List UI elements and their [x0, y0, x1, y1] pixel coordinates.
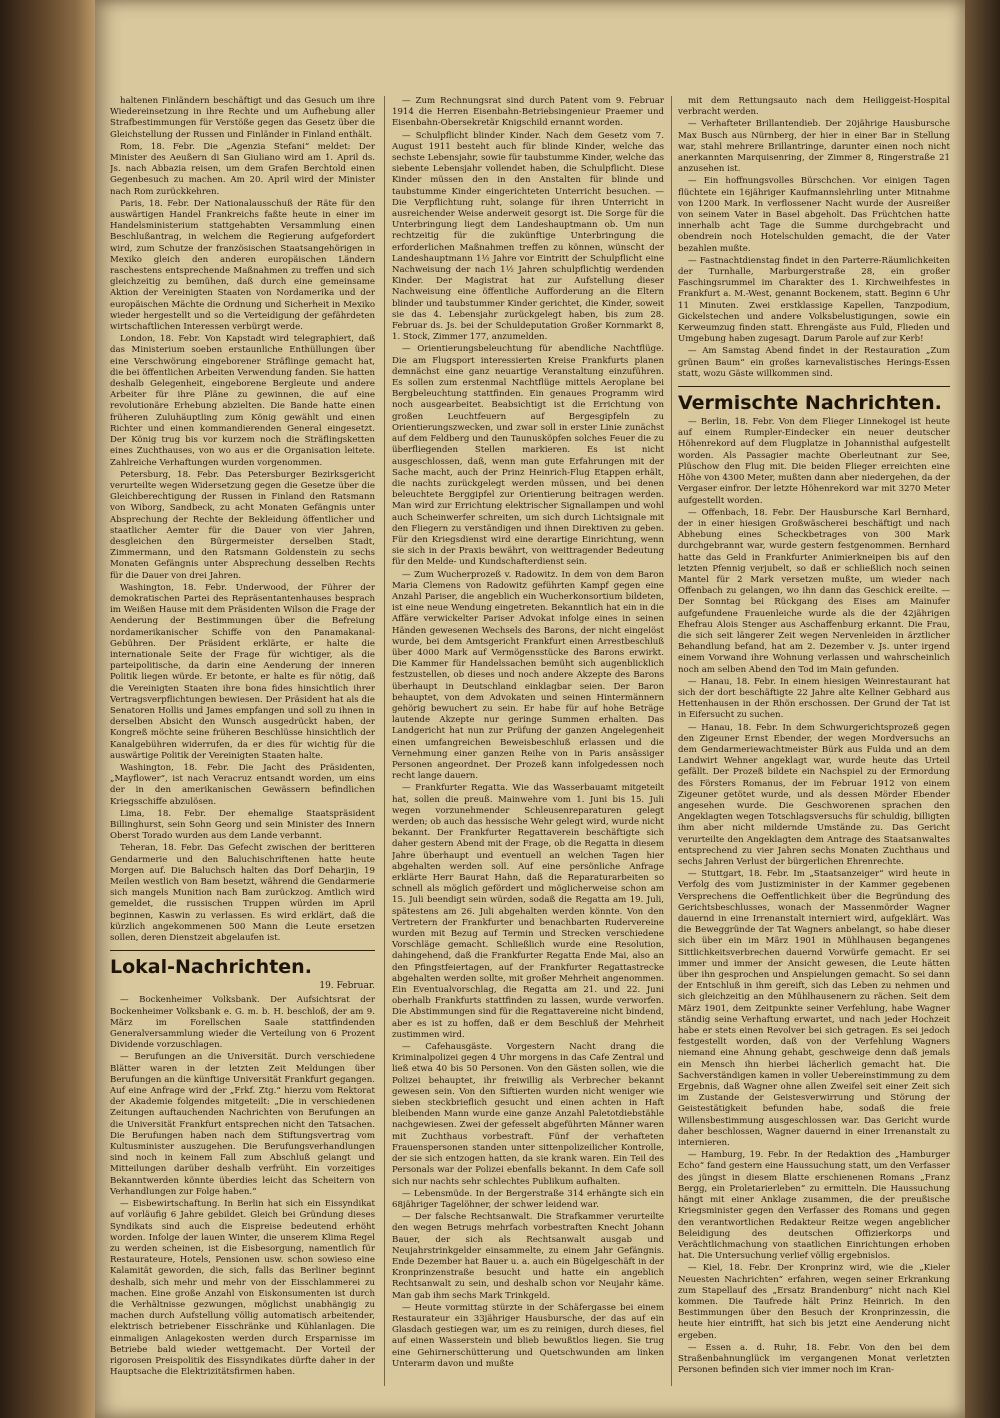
article: — Cafehausgäste. Vorgestern Nacht drang die Kriminalpolizei gegen 4 Uhr morgens in das Cafe Zentral und ließ etwa 40 bis 50 Personen. Von den Gästen sollen, wie die Polizei behauptet, ihr freiwillig als Verbrecher bekannt gewesen sein. Von den Siftierten wurden nicht weniger wie sieben steckbrieflich gesucht und einen achten in Haft bleibenden Mann wurde eine ganze Anzahl Paletotdiebstähle nachgewiesen. Zwei der gefesselt abgeführten Männer waren mit Zuchthaus vorbestraft. Fünf der verhafteten Frauenspersonen standen unter sittenpolizeilicher Kontrolle, der sie sich entzogen hatten, da sie krank waren. Ein Teil des Personals war der Polizei ebenfalls bekannt. In dem Cafe soll sich nur nachts sehr schlechtes Publikum aufhalten. [392, 1042, 664, 1187]
article: Washington, 18. Febr. Die Jacht des Präsidenten, „Mayflower“, ist nach Veracruz entsandt worden, um eins der in den amerikanischen Gewässern befindlichen Kriegsschiffe abzulösen. [110, 762, 375, 807]
section-heading-vermischte: Vermischte Nachrichten. [678, 386, 950, 415]
article: — Heute vormittag stürzte in der Schäfergasse bei einem Restaurateur ein 33jähriger Hausbursche, der das auf ein Glasdach gestiegen war, um es zu reinigen, durch dieses, fiel auf einen Wasserstein und blieb bewußtlos liegen. Sie trug eine Gehirnerschütterung und Quetschwunden am linken Unterarm davon und mußte [392, 1302, 664, 1369]
column-3 [678, 96, 950, 1401]
column-2 [392, 96, 664, 1396]
article: — Schulpflicht blinder Kinder. Nach dem Gesetz vom 7. August 1911 besteht auch für blinde Kinder, welche das sechste Lebensjahr, sowie für taubstumme Kinder, welche das siebente Lebensjahr vollendet haben, die Schulpflicht. Diese Kinder müssen den in den Anstalten für blinde und taubstumme Kinder eingerichteten Unterricht besuchen. — Die Verpflichtung ruht, solange für ihren Unterricht in ausreichender Weise anderweit gesorgt ist. Die Sorge für die Unterbringung liegt dem Landeshauptmann ob. Um nun rechtzeitig für die zukünftige Unterbringung die erforderlichen Maßnahmen treffen zu können, wünscht der Landeshauptmann 1½ Jahre vor Eintritt der Schulpflicht eine Nachweisung der nach 1½ Jahren schulpflichtig werdenden Kinder. Der Magistrat hat zur Aufstellung dieser Nachweisung eine öffentliche Aufforderung an die Eltern blinder und taubstummer Kinder gerichtet, die Kinder, soweit sie das 4. Lebensjahr zurückgelegt haben, bis zum 28. Februar ds. Js. bei der Schuldeputation Großer Kornmarkt 8, 1. Stock, Zimmer 177, anzumelden. [392, 130, 664, 343]
article: haltenen Finländern beschäftigt und das Gesuch um ihre Wiedereinsetzung in ihre Rechte und um Aufhebung aller Strafbestimmungen für Verstöße gegen das Gesetz über die Gleichstellung der Russen und Finländer in Finland enthält. [110, 96, 375, 140]
article: — Ein hoffnungsvolles Bürschchen. Vor einigen Tagen flüchtete ein 16jähriger Kaufmannslehrling unter Mitnahme von 1200 Mark. In verflossener Nacht wurde der Ausreißer von seinem Vater in Basel abgeholt. Das Früchtchen hatte innerhalb acht Tage die Summe durchgebracht und obendrein noch Hotelschulden gemacht, die der Vater bezahlen mußte. [678, 176, 950, 254]
article: — Hamburg, 19. Febr. In der Redaktion des „Hamburger Echo“ fand gestern eine Haussuchung statt, um den Verfasser des jüngst in diesem Blatte erschienenen Romans „Franz Bergg, ein Proletarierleben“ zu ermitteln. Die Haussuchung hängt mit einer Anklage zusammen, die der preußische Kriegsminister gegen den Verfasser des Romans und gegen den verantwortlichen Redakteur Reitze wegen angeblicher Beleidigung des deutschen Offizierkorps und Verächtlichmachung von staatlichen Einrichtungen erhoben hat. Die Untersuchung verlief völlig ergebnislos. [678, 1150, 950, 1262]
section-heading-lokal: Lokal-Nachrichten. [110, 950, 375, 979]
column-rule [671, 96, 672, 1386]
article: — Frankfurter Regatta. Wie das Wasserbauamt mitgeteilt hat, sollen die preuß. Mainwehre vom 1. Juni bis 15. Juli wegen vorzunehmender Schleusenreparaturen gelegt werden; ob auch das hessische Wehr gelegt wird, wurde nicht bekannt. Der Frankfurter Regattaverein beschäftigte sich daher gestern Abend mit der Frage, ob die Regatta in diesem Jahre überhaupt und eventuell an welchen Tagen hier abgehalten werden soll. Auf eine persönliche Anfrage erklärte Herr Baurat Hahn, daß die Reparaturarbeiten so schnell als möglich gefördert und möglicherweise schon am 15. Juli beendigt sein würden, sodaß die Regatta am 19. Juli, spätestens am 26. Juli abgehalten werden könnte. Von den Vertretern der Frankfurter und benachbarten Rudervereine wurden mit Bezug auf Termin und Strecken verschiedene Vorschläge gemacht. Schließlich wurde eine Resolution, dahingehend, daß die Frankfurter Regatta Ende Mai, also an den Pfingstfeiertagen, auf der Frankfurter Regattastrecke abgehalten werden sollte, mit großer Mehrheit angenommen. Ein Eventualvorschlag, die Regatta am 21. und 22. Juni oberhalb Frankfurts stattfinden zu lassen, wurde verworfen. Die Abstimmungen sind für die Regattavereine nicht bindend, aber es ist zu hoffen, daß er dem Beschluß der Mehrheit zustimmen wird. [392, 783, 664, 1040]
article: — Stuttgart, 18. Febr. Im „Staatsanzeiger“ wird heute in Verfolg des vom Justizminister in der Kammer gegebenen Versprechens die Oeffentlichkeit über die Begründung des Gerichtsbeschlusses, wonach der Massenmörder Wagner dauernd in eine Irrenanstalt interniert wird, aufgeklärt. Was die Beweggründe der Tat Wagners anbelangt, so habe dieser sich über ein im März 1901 in Mühlhausen begangenes Sittlichkeitsverbrechen dauernd Vorwürfe gemacht. Er sei immer und immer der Ansicht gewesen, die Leute hätten über ihn gesprochen und Anspielungen gemacht. So sei dann der Entschluß in ihm gereift, sich das Leben zu nehmen und sich gleichzeitig an den Mühlhausenern zu rächen. Seit dem März 1901, dem Zeitpunkte seiner Verfehlung, habe Wagner ständig seine Verhaftung erwartet, und nach jeder Hochzeit habe er stets einen Revolver bei sich getragen. Es sei jedoch festgestellt worden, daß von der Verfehlung Wagners niemand eine Ahnung gehabt, geschweige denn daß jemals ein Mensch ihn hierbei lächerlich gemacht hat. Die Sachverständigen kamen in voller Uebereinstimmung zu dem Ergebnis, daß Wagner ohne allen Zweifel seit einer Zeit sich im Zustande der Geistesverwirrung und Störung der Geistestätigkeit befunden habe, sodaß die freie Willensbestimmung ausgeschlossen war. Das Gericht wurde daher beschlossen, Wagner dauernd in einer Irrenanstalt zu internieren. [678, 869, 950, 1149]
article: — Zum Wucherprozeß v. Radowitz. In dem von dem Baron Maria Clemens von Radowitz geführten Kampf gegen eine Anzahl Pariser, die angeblich ein Wucherkonsortium bildeten, ist eine neue Wendung eingetreten. Bekanntlich hat ein in die Affäre verwickelter Pariser Advokat infolge eines in seinen Händen gewesenen Wechsels des Barons, der nicht eingelöst wurde, bei dem Amtsgericht Frankfurt einen Arrestbeschluß über 4000 Mark auf Vermögensstücke des Barons erwirkt. Die Kammer für Handelssachen bemüht sich augenblicklich festzustellen, ob dieses und noch andere Akzepte des Barons überhaupt in Deutschland einklagbar seien. Der Baron behauptet, von dem Advokaten und seinen Hintermännern gehörig bewuchert zu sein. Er habe für auf hohe Beträge lautende Akzepte nur geringe Summen erhalten. Das Landgericht hat nun zur Prüfung der ganzen Angelegenheit einen umfangreichen Beweisbeschluß erlassen und die Vernehmung einer ganzen Reihe von in Paris ansässiger Personen angeordnet. Der Prozeß kann infolgedessen noch recht lange dauern. [392, 569, 664, 782]
article: Petersburg, 18. Febr. Das Petersburger Bezirksgericht verurteilte wegen Widersetzung gegen die Gesetze über die Gleichberechtigung der Russen in Finland den Ratsmann von Wiborg, Sandbeck, zu acht Monaten Gefängnis unter Absprechung der Rechte der Bekleidung öffentlicher und staatlicher Aemter für die Dauer von vier Jahren, desgleichen den Bürgermeister derselben Stadt, Zimmermann, und den Ratsmann Goldenstein zu sechs Monaten Gefängnis unter Absprechung desselben Rechts für die Dauer von drei Jahren. [110, 469, 375, 581]
article: — Berufungen an die Universität. Durch verschiedene Blätter waren in der letzten Zeit Meldungen über Berufungen an die künftige Universität Frankfurt gegangen. Auf eine Anfrage wird der „Frkf. Ztg.“ hierzu vom Rektorat der Akademie folgendes mitgeteilt: „Die in verschiedenen Zeitungen auftauchenden Nachrichten von Berufungen an die Universität Frankfurt entsprechen nicht den Tatsachen. Die Berufungen haben nach dem Stiftungsvertrag vom Kultusminister auszugehen. Die Berufungsverhandlungen sind noch in keinem Fall zum Abschluß gelangt und Mitteilungen darüber deshalb verfrüht. Ein vorzeitiges Bekanntwerden könnte überdies leicht das Scheitern von Verhandlungen zur Folge haben.“ [110, 1052, 375, 1197]
article: — Der falsche Rechtsanwalt. Die Strafkammer verurteilte den wegen Betrugs mehrfach vorbestraften Knecht Johann Bauer, der sich als Rechtsanwalt ausgab und Neujahrstrinkgelder einsammelte, zu einem Jahr Gefängnis. Ende Dezember hat Bauer u. a. auch ein Bügelgeschäft in der Kronprinzenstraße besucht und hatte ein angeblich Rechtsanwalt zu sein, und deshalb schon vor Neujahr käme. Man gab ihm sechs Mark Trinkgeld. [392, 1212, 664, 1301]
article: Rom, 18. Febr. Die „Agenzia Stefani“ meldet: Der Minister des Aeußern di San Giuliano wird am 1. April ds. Js. nach Abbazia reisen, um dem Grafen Berchtold einen Gegenbesuch zu machen. Am 20. April wird der Minister nach Rom zurückkehren. [110, 141, 375, 197]
column-1 [110, 96, 375, 1376]
article: — Orientierungsbeleuchtung für abendliche Nachtflüge. Die am Flugsport interessierten Kreise Frankfurts planen demnächst eine ganz neuartige Veranstaltung einzuführen. Es sollen zum erstenmal Nachtflüge mittels Aeroplane bei Bergbeleuchtung stattfinden. Ein genaues Programm wird noch ausgearbeitet. Beabsichtigt ist die Errichtung von großen Leuchtfeuern auf Bergesgipfeln zu Orientierungszwecken, und zwar soll in erster Linie zunächst auf dem Feldberg und den Taunusköpfen solches Feuer die zu überfliegenden Stellen markieren. Es ist nicht ausgeschlossen, daß, wenn man gute Erfahrungen mit der Sache macht, auch der Prinz Heinrich-Flug Etappen erhält, die nachts zurückgelegt werden müssen, und bei denen beleuchtete Berggipfel zur Orientierung beitragen werden. Man wird zur Errichtung elektrischer Signallampen und wohl auch Scheinwerfer schreiten, um sich durch Lichtsignale mit den Fliegern zu verständigen und ihnen Direktiven zu geben. Für den Kriegsdienst wird eine derartige Einrichtung, wenn sie sich in der Praxis bewährt, von weittragender Bedeutung für den Melde- und Kundschafterdienst sein. [392, 344, 664, 568]
article: — Hanau, 18. Febr. In dem Schwurgerichtsprozeß gegen den Zigeuner Ernst Ebender, der wegen Mordversuchs an dem Gendarmeriewachtmeister Bürk aus Fulda und an dem Landwirt Wehner angeklagt war, wurde heute das Urteil gefällt. Der Prozeß bildete ein Nachspiel zu der Ermordung des Försters Romanus, der im Februar 1912 von einem Zigeuner getötet wurde, und als dessen Mörder Ebender angesehen wurde. Die Geschworenen sprachen den Angeklagten wegen Totschlagsversuchs für schuldig, billigten ihm aber nicht mildernde Umstände zu. Das Gericht verurteilte den Angeklagten dem Antrage des Staatsanwaltes entsprechend zu vier Jahren sechs Monaten Zuchthaus und sechs Jahren Verlust der bürgerlichen Ehrenrechte. [678, 722, 950, 867]
article: — Lebensmüde. In der Bergerstraße 314 erhängte sich ein 68jähriger Tagelöhner, der schwer leidend war. [392, 1188, 664, 1210]
article: — Verhafteter Brillantendieb. Der 20jährige Hausbursche Max Busch aus Nürnberg, der hier in einer Bar in Stellung war, stahl mehrere Brillantringe, darunter einen noch nicht anerkannten Marquisenring, der Zimmer 8, Ringerstraße 21 anzusehen ist. [678, 119, 950, 175]
article: Washington, 18. Febr. Underwood, der Führer der demokratischen Partei des Repräsentantenhauses besprach im Weißen Hause mit dem Präsidenten Wilson die Frage der Aenderung der Bestimmungen über die Befreiung nordamerikanischer Schiffe von den Panamakanal-Gebühren. Der Präsident erklärte, er halte die internationale Seite der Frage für wichtiger, als die parteipolitische, da darin eine Aenderung der inneren Politik liegen würde. Er betonte, er halte es für nötig, daß die Vereinigten Staaten ihre bona fides hinsichtlich ihrer Vertragsverpflichtungen bewiesen. Der Präsident hat als die Senatoren Hollis und James empfangen und soll zu ihnen in derselben Absicht den Wunsch ausgedrückt haben, der Kongreß möchte seine früheren Beschlüsse hinsichtlich der Kanalgebühren widerrufen, da er dies für wichtig für die auswärtige Politik der Vereinigten Staaten halte. [110, 582, 375, 761]
article: Paris, 18. Febr. Der Nationalausschuß der Räte für den auswärtigen Handel Frankreichs faßte heute in einer im Handelsministerium stattgehabten Versammlung einen Beschlußantrag, in welchem die Regierung aufgefordert wird, zum Schutze der französischen Staatsangehörigen in Mexiko gleich den anderen europäischen Ländern raschestens entsprechende Maßnahmen zu treffen und sich gleichzeitig zu bemühen, daß durch eine gemeinsame Aktion der Vereinigten Staaten von Nordamerika und der europäischen Mächte die Ordnung und Sicherheit in Mexiko wieder hergestellt und so die Verteidigung der gefährdeten wirtschaftlichen Interessen verbürgt werde. [110, 198, 375, 333]
article: — Fastnachtdienstag findet in den Parterre-Räumlichkeiten der Turnhalle, Marburgerstraße 28, ein großer Faschingsrummel im Charakter des 1. Kirchweihfestes in Frankfurt a. M.-West, genannt Bockenem, statt. Beginn 6 Uhr 11 Minuten. Zwei erstklassige Kapellen, Tanzpodium, Gickelstechen und andere Volksbelustigungen, sowie ein Kerweumzug finden statt. Ehrengäste aus Fuld, Flieden und Umgebung haben zugesagt. Darum Parole auf zur Kerb! [678, 255, 950, 345]
column-rule [384, 96, 385, 1386]
article: Lima, 18. Febr. Der ehemalige Staatspräsident Billinghurst, sein Sohn Georg und sein Minister des Innern Oberst Torado wurden aus dem Lande verbannt. [110, 808, 375, 842]
section-date: 19. Februar. [319, 981, 375, 992]
article: — Essen a. d. Ruhr, 18. Febr. Von den bei dem Straßenbahnunglück im vergangenen Monat verletzten Personen befinden sich vier immer noch im Kran- [678, 1342, 950, 1376]
article: — Offenbach, 18. Febr. Der Hausbursche Karl Bernhard, der in einer hiesigen Großwäscherei beschäftigt und nach Abhebung eines Scheckbetrages von 300 Mark durchgebrannt war, wurde gestern festgenommen. Bernhard hatte das Geld in Frankfurter Animierkneipen bis auf den letzten Pfennig verjubelt, so daß er schließlich noch seinen Mantel für 2 Mark versetzen mußte, um wieder nach Offenbach zu gelangen, wo ihn dann das Geschick ereilte. — Der Sonntag bei Rückgang des Eises am Mainufer aufgefundene Frauenleiche wurde als die der 42jährigen Ehefrau Alois Stenger aus Aschaffenburg erkannt. Die Frau, die sich seit längerer Zeit wegen Nervenleiden in ärztlicher Behandlung befand, hat am 2. Dezember v. Js. unter irgend einem Vorwand ihre Wohnung verlassen und wahrscheinlich noch am selben Abend den Tod im Main gefunden. [678, 507, 950, 675]
article: London, 18. Febr. Von Kapstadt wird telegraphiert, daß das Ministerium soeben erstaunliche Enthüllungen über eine Verschwörung eingeborener Sträflinge gemacht hat, die bei öffentlichen Arbeiten Verwendung fanden. Sie hatten deshalb Gelegenheit, eingeborene Bergleute und andere Arbeiter für ihre Pläne zu gewinnen, die auf eine revolutionäre Erhebung abzielten. Die Bande hatte einen früheren Zuluhäuptling zum König gewählt und einen Richter und einen kommandierenden General eingesetzt. Der König trug bis vor kurzem noch die Sträflingsketten eines Zuchthauses, von wo aus er die Organisation leitete. Zahlreiche Verhaftungen wurden vorgenommen. [110, 334, 375, 468]
article: — Berlin, 18. Febr. Von dem Flieger Linnekogel ist heute auf einem Rumpler-Eindecker ein neuer deutscher Höhenrekord auf dem Flugplatze in Johannisthal aufgestellt worden. Als Passagier machte Oberleutnant zur See, Plüschow den Flug mit. Die beiden Flieger erreichten eine Höhe von 4300 Meter, mußten dann aber niedergehen, da der Vergaser einfror. Der letzte Höhenrekord war mit 3270 Meter aufgestellt worden. [678, 417, 950, 506]
article: — Bockenheimer Volksbank. Der Aufsichtsrat der Bockenheimer Volksbank e. G. m. b. H. beschloß, der am 9. März im Forellschen Saale stattfindenden Generalversammlung wieder die Verteilung von 6 Prozent Dividende vorzuschlagen. [110, 995, 375, 1051]
article: — Zum Rechnungsrat sind durch Patent vom 9. Februar 1914 die Herren Eisenbahn-Betriebsingenieur Praemer und Eisenbahn-Obersekretär Knigschild ernannt worden. [392, 96, 664, 129]
article: — Kiel, 18. Febr. Der Kronprinz wird, wie die „Kieler Neuesten Nachrichten“ erfahren, wegen seiner Erkrankung zum Stapellauf des „Ersatz Brandenburg“ nicht nach Kiel kommen. Die Taufrede hält Prinz Heinrich. In den Bestimmungen über den Besuch der Kronprinzessin, die heute hier eintrifft, hat sich bis jetzt eine Aenderung nicht ergeben. [678, 1263, 950, 1341]
book-binding [0, 0, 95, 1418]
article: mit dem Rettungsauto nach dem Heiliggeist-Hospital verbracht werden. [678, 96, 950, 118]
article: — Am Samstag Abend findet in der Restauration „Zum grünen Baum“ ein großes karnevalistisches Herings-Essen statt, wozu Gäste willkommen sind. [678, 346, 950, 379]
page-edge [965, 0, 1000, 1418]
article: — Hanau, 18. Febr. In einem hiesigen Weinrestaurant hat sich der dort beschäftigte 22 Jahre alte Kellner Gebhard aus Hettenhausen in der Rhön erschossen. Der Grund der Tat ist in Eifersucht zu suchen. [678, 676, 950, 721]
article: Teheran, 18. Febr. Das Gefecht zwischen der beritteren Gendarmerie und den Baluchischriftenen hatte heute Morgen auf. Die Baluchsch halten das Dorf Deharjin, 19 Meilen westlich von Bam besetzt, während die Gendarmerie sich mangels Munition nach Bam zurückzog. Amtlich wird gemeldet, die russischen Truppen würden im April beginnen, Kaswin zu verlassen. Es wird erklärt, daß die kürzlich angekommenen 500 Mann die Leute ersetzen sollen, deren Dienstzeit abgelaufen ist. [110, 843, 375, 944]
article: — Eisbewirtschaftung. In Berlin hat sich ein Eissyndikat auf vorläufig 6 Jahre gebildet. Gleich bei Gründung dieses Syndikats sind auch die Eispreise bedeutend erhöht worden. Infolge der lauen Winter, die unserem Klima Regel zu werden scheinen, ist die Eisbesorgung, namentlich für Restaurateure, Hotels, Pensionen usw. schon sowieso eine Kalamität geworden, die sich, falls das Berliner beginnt deshalb, sich mehr und mehr von der Eisschlammerei zu machen. Eine große Anzahl von Eiskonsumenten ist durch die Verhältnisse gezwungen, möglichst unabhängig zu machen durch Aufstellung völlig automatisch arbeitender, elektrisch betriebener Eisschränke und Kühlanlagen. Die einmaligen Anlagekosten werden durch Ersparnisse im Betriebe bald wieder wettgemacht. Der Vorteil der rigorosen Preispolitik des Eissyndikates dürfte daher in der Hauptsache die Elektrizitätsfirmen haben. [110, 1199, 375, 1376]
